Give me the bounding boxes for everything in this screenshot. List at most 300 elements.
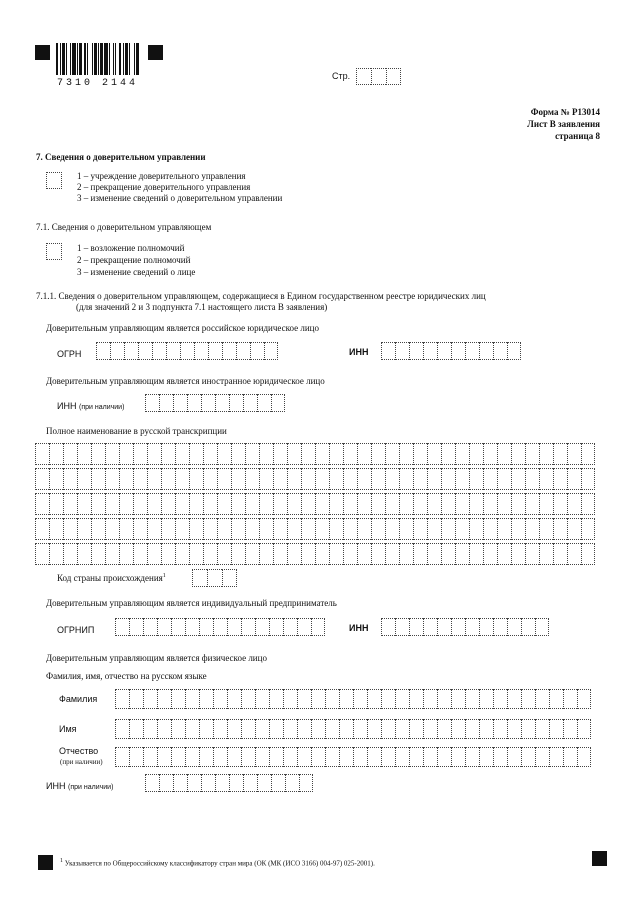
input-cell[interactable] — [250, 342, 264, 360]
input-cell[interactable] — [539, 443, 553, 465]
input-cell[interactable] — [35, 443, 49, 465]
input-cell[interactable] — [437, 747, 451, 767]
input-cell[interactable] — [259, 543, 273, 565]
input-cell[interactable] — [63, 443, 77, 465]
input-cell[interactable] — [217, 493, 231, 515]
input-cell[interactable] — [105, 543, 119, 565]
input-cell[interactable] — [49, 443, 63, 465]
input-cell[interactable] — [441, 493, 455, 515]
input-cell[interactable] — [535, 747, 549, 767]
input-cell[interactable] — [441, 468, 455, 490]
input-cell[interactable] — [315, 493, 329, 515]
input-cell[interactable] — [311, 689, 325, 709]
input-cell[interactable] — [385, 493, 399, 515]
input-cell[interactable] — [479, 689, 493, 709]
input-cell[interactable] — [567, 443, 581, 465]
input-cell[interactable] — [535, 719, 549, 739]
input-cell[interactable] — [63, 493, 77, 515]
input-cell[interactable] — [241, 618, 255, 636]
input-cell[interactable] — [493, 689, 507, 709]
input-cell[interactable] — [285, 774, 299, 792]
input-cell[interactable] — [451, 689, 465, 709]
input-cell[interactable] — [511, 443, 525, 465]
input-cell[interactable] — [105, 468, 119, 490]
input-cell[interactable] — [497, 443, 511, 465]
input-cell[interactable] — [339, 747, 353, 767]
input-cell[interactable] — [427, 518, 441, 540]
input-cell[interactable] — [339, 689, 353, 709]
input-cell[interactable] — [413, 443, 427, 465]
input-cell[interactable] — [423, 689, 437, 709]
input-cell[interactable] — [441, 543, 455, 565]
input-cell[interactable] — [217, 518, 231, 540]
input-cell[interactable] — [245, 468, 259, 490]
input-cell[interactable] — [535, 689, 549, 709]
input-cell[interactable] — [77, 443, 91, 465]
input-cell[interactable] — [213, 618, 227, 636]
input-cell[interactable] — [525, 543, 539, 565]
input-cell[interactable] — [511, 543, 525, 565]
input-cell[interactable] — [479, 719, 493, 739]
input-cell[interactable] — [271, 394, 285, 412]
input-cell[interactable] — [49, 543, 63, 565]
input-cell[interactable] — [577, 689, 591, 709]
input-cell[interactable] — [269, 618, 283, 636]
input-cell[interactable] — [507, 342, 521, 360]
input-cell[interactable] — [231, 468, 245, 490]
input-cell[interactable] — [297, 689, 311, 709]
input-cell[interactable] — [129, 747, 143, 767]
input-cell[interactable] — [175, 493, 189, 515]
input-cell[interactable] — [409, 618, 423, 636]
input-cell[interactable] — [399, 468, 413, 490]
input-cell[interactable] — [301, 493, 315, 515]
input-cell[interactable] — [409, 747, 423, 767]
foreign-inn-field[interactable] — [145, 394, 285, 412]
input-cell[interactable] — [133, 468, 147, 490]
input-cell[interactable] — [423, 618, 437, 636]
input-cell[interactable] — [479, 747, 493, 767]
input-cell[interactable] — [469, 443, 483, 465]
input-cell[interactable] — [339, 719, 353, 739]
input-cell[interactable] — [469, 518, 483, 540]
input-cell[interactable] — [483, 443, 497, 465]
input-cell[interactable] — [343, 543, 357, 565]
input-cell[interactable] — [189, 518, 203, 540]
input-cell[interactable] — [213, 689, 227, 709]
input-cell[interactable] — [437, 689, 451, 709]
input-cell[interactable] — [343, 468, 357, 490]
input-cell[interactable] — [203, 543, 217, 565]
input-cell[interactable] — [353, 719, 367, 739]
input-cell[interactable] — [194, 342, 208, 360]
input-cell[interactable] — [301, 518, 315, 540]
input-cell[interactable] — [437, 342, 451, 360]
input-cell[interactable] — [301, 468, 315, 490]
input-cell[interactable] — [409, 342, 423, 360]
input-cell[interactable] — [413, 468, 427, 490]
input-cell[interactable] — [329, 443, 343, 465]
input-cell[interactable] — [567, 543, 581, 565]
input-cell[interactable] — [395, 342, 409, 360]
input-cell[interactable] — [231, 543, 245, 565]
input-cell[interactable] — [343, 443, 357, 465]
input-cell[interactable] — [493, 618, 507, 636]
input-cell[interactable] — [173, 774, 187, 792]
input-cell[interactable] — [451, 618, 465, 636]
input-cell[interactable] — [427, 493, 441, 515]
input-cell[interactable] — [521, 618, 535, 636]
input-cell[interactable] — [273, 443, 287, 465]
ip-inn-field[interactable] — [381, 618, 549, 636]
input-cell[interactable] — [147, 493, 161, 515]
input-cell[interactable] — [343, 493, 357, 515]
input-cell[interactable] — [399, 493, 413, 515]
input-cell[interactable] — [259, 518, 273, 540]
input-cell[interactable] — [507, 719, 521, 739]
input-cell[interactable] — [465, 342, 479, 360]
input-cell[interactable] — [381, 342, 395, 360]
input-cell[interactable] — [567, 468, 581, 490]
input-cell[interactable] — [115, 747, 129, 767]
input-cell[interactable] — [581, 443, 595, 465]
input-cell[interactable] — [231, 443, 245, 465]
input-cell[interactable] — [553, 543, 567, 565]
input-cell[interactable] — [269, 689, 283, 709]
input-cell[interactable] — [511, 518, 525, 540]
input-cell[interactable] — [521, 689, 535, 709]
input-cell[interactable] — [227, 689, 241, 709]
input-cell[interactable] — [269, 747, 283, 767]
ogrnip-field[interactable] — [115, 618, 325, 636]
input-cell[interactable] — [301, 543, 315, 565]
input-cell[interactable] — [357, 443, 371, 465]
input-cell[interactable] — [231, 493, 245, 515]
section-7-option-field[interactable] — [46, 172, 62, 189]
input-cell[interactable] — [451, 342, 465, 360]
input-cell[interactable] — [297, 747, 311, 767]
input-cell[interactable] — [507, 747, 521, 767]
input-cell[interactable] — [483, 493, 497, 515]
input-cell[interactable] — [297, 618, 311, 636]
input-cell[interactable] — [465, 618, 479, 636]
input-cell[interactable] — [549, 747, 563, 767]
input-cell[interactable] — [133, 543, 147, 565]
input-cell[interactable] — [287, 493, 301, 515]
input-cell[interactable] — [213, 747, 227, 767]
input-cell[interactable] — [161, 518, 175, 540]
input-cell[interactable] — [423, 342, 437, 360]
input-cell[interactable] — [423, 747, 437, 767]
input-cell[interactable] — [325, 747, 339, 767]
input-cell[interactable] — [581, 543, 595, 565]
input-cell[interactable] — [143, 719, 157, 739]
input-cell[interactable] — [105, 518, 119, 540]
input-cell[interactable] — [171, 689, 185, 709]
input-cell[interactable] — [483, 543, 497, 565]
input-cell[interactable] — [371, 543, 385, 565]
input-cell[interactable] — [147, 543, 161, 565]
input-cell[interactable] — [399, 518, 413, 540]
input-cell[interactable] — [367, 747, 381, 767]
input-cell[interactable] — [159, 394, 173, 412]
input-cell[interactable] — [357, 518, 371, 540]
input-cell[interactable] — [259, 493, 273, 515]
input-cell[interactable] — [187, 774, 201, 792]
input-cell[interactable] — [124, 342, 138, 360]
input-cell[interactable] — [203, 443, 217, 465]
input-cell[interactable] — [241, 689, 255, 709]
input-cell[interactable] — [199, 747, 213, 767]
input-cell[interactable] — [329, 493, 343, 515]
input-cell[interactable] — [549, 719, 563, 739]
input-cell[interactable] — [35, 493, 49, 515]
input-cell[interactable] — [138, 342, 152, 360]
input-cell[interactable] — [171, 618, 185, 636]
input-cell[interactable] — [315, 468, 329, 490]
input-cell[interactable] — [325, 689, 339, 709]
input-cell[interactable] — [581, 468, 595, 490]
input-cell[interactable] — [525, 443, 539, 465]
input-cell[interactable] — [455, 443, 469, 465]
input-cell[interactable] — [273, 543, 287, 565]
input-cell[interactable] — [465, 689, 479, 709]
input-cell[interactable] — [35, 468, 49, 490]
input-cell[interactable] — [301, 443, 315, 465]
input-cell[interactable] — [311, 747, 325, 767]
input-cell[interactable] — [175, 468, 189, 490]
page-number-field[interactable] — [356, 68, 401, 85]
input-cell[interactable] — [549, 689, 563, 709]
surname-field[interactable] — [115, 689, 591, 709]
input-cell[interactable] — [133, 443, 147, 465]
input-cell[interactable] — [105, 493, 119, 515]
input-cell[interactable] — [145, 774, 159, 792]
input-cell[interactable] — [427, 543, 441, 565]
input-cell[interactable] — [91, 443, 105, 465]
input-cell[interactable] — [427, 443, 441, 465]
input-cell[interactable] — [243, 774, 257, 792]
input-cell[interactable] — [329, 468, 343, 490]
input-cell[interactable] — [287, 468, 301, 490]
input-cell[interactable] — [157, 618, 171, 636]
input-cell[interactable] — [311, 719, 325, 739]
input-cell[interactable] — [259, 468, 273, 490]
input-cell[interactable] — [243, 394, 257, 412]
input-cell[interactable] — [413, 518, 427, 540]
input-cell[interactable] — [427, 468, 441, 490]
input-cell[interactable] — [325, 719, 339, 739]
input-cell[interactable] — [535, 618, 549, 636]
input-cell[interactable] — [577, 719, 591, 739]
input-cell[interactable] — [241, 719, 255, 739]
input-cell[interactable] — [497, 493, 511, 515]
full-name-row-4[interactable] — [35, 518, 595, 540]
input-cell[interactable] — [483, 518, 497, 540]
input-cell[interactable] — [185, 719, 199, 739]
input-cell[interactable] — [245, 493, 259, 515]
input-cell[interactable] — [175, 443, 189, 465]
input-cell[interactable] — [451, 719, 465, 739]
input-cell[interactable] — [521, 719, 535, 739]
full-name-row-1[interactable] — [35, 443, 595, 465]
input-cell[interactable] — [553, 518, 567, 540]
input-cell[interactable] — [385, 518, 399, 540]
input-cell[interactable] — [525, 468, 539, 490]
input-cell[interactable] — [413, 493, 427, 515]
input-cell[interactable] — [385, 468, 399, 490]
input-cell[interactable] — [222, 569, 237, 587]
input-cell[interactable] — [77, 518, 91, 540]
input-cell[interactable] — [185, 747, 199, 767]
input-cell[interactable] — [166, 342, 180, 360]
input-cell[interactable] — [511, 493, 525, 515]
input-cell[interactable] — [283, 618, 297, 636]
input-cell[interactable] — [161, 468, 175, 490]
name-field[interactable] — [115, 719, 591, 739]
input-cell[interactable] — [469, 493, 483, 515]
input-cell[interactable] — [371, 493, 385, 515]
input-cell[interactable] — [409, 689, 423, 709]
input-cell[interactable] — [35, 543, 49, 565]
section-7-1-option-field[interactable] — [46, 243, 62, 260]
input-cell[interactable] — [371, 468, 385, 490]
input-cell[interactable] — [119, 543, 133, 565]
input-cell[interactable] — [241, 747, 255, 767]
input-cell[interactable] — [357, 468, 371, 490]
input-cell[interactable] — [255, 747, 269, 767]
input-cell[interactable] — [115, 719, 129, 739]
input-cell[interactable] — [171, 747, 185, 767]
input-cell[interactable] — [437, 618, 451, 636]
input-cell[interactable] — [147, 443, 161, 465]
input-cell[interactable] — [287, 543, 301, 565]
input-cell[interactable] — [143, 747, 157, 767]
input-cell[interactable] — [147, 518, 161, 540]
input-cell[interactable] — [255, 719, 269, 739]
input-cell[interactable] — [236, 342, 250, 360]
input-cell[interactable] — [173, 394, 187, 412]
input-cell[interactable] — [271, 774, 285, 792]
input-cell[interactable] — [259, 443, 273, 465]
input-cell[interactable] — [35, 518, 49, 540]
input-cell[interactable] — [217, 443, 231, 465]
input-cell[interactable] — [297, 719, 311, 739]
input-cell[interactable] — [159, 774, 173, 792]
input-cell[interactable] — [539, 518, 553, 540]
full-name-row-3[interactable] — [35, 493, 595, 515]
input-cell[interactable] — [395, 618, 409, 636]
input-cell[interactable] — [539, 493, 553, 515]
input-cell[interactable] — [264, 342, 278, 360]
input-cell[interactable] — [483, 468, 497, 490]
input-cell[interactable] — [287, 518, 301, 540]
input-cell[interactable] — [217, 543, 231, 565]
input-cell[interactable] — [395, 689, 409, 709]
input-cell[interactable] — [343, 518, 357, 540]
input-cell[interactable] — [147, 468, 161, 490]
ogrn-field[interactable] — [96, 342, 278, 360]
input-cell[interactable] — [203, 493, 217, 515]
patronymic-field[interactable] — [115, 747, 591, 767]
input-cell[interactable] — [385, 443, 399, 465]
country-code-field[interactable] — [192, 569, 237, 587]
input-cell[interactable] — [245, 443, 259, 465]
input-cell[interactable] — [187, 394, 201, 412]
person-inn-field[interactable] — [145, 774, 313, 792]
input-cell[interactable] — [49, 518, 63, 540]
input-cell[interactable] — [145, 394, 159, 412]
input-cell[interactable] — [161, 493, 175, 515]
input-cell[interactable] — [479, 618, 493, 636]
input-cell[interactable] — [563, 719, 577, 739]
input-cell[interactable] — [497, 518, 511, 540]
input-cell[interactable] — [283, 747, 297, 767]
input-cell[interactable] — [255, 689, 269, 709]
input-cell[interactable] — [273, 468, 287, 490]
input-cell[interactable] — [567, 518, 581, 540]
input-cell[interactable] — [157, 747, 171, 767]
input-cell[interactable] — [203, 468, 217, 490]
input-cell[interactable] — [49, 493, 63, 515]
input-cell[interactable] — [133, 518, 147, 540]
input-cell[interactable] — [497, 468, 511, 490]
input-cell[interactable] — [222, 342, 236, 360]
input-cell[interactable] — [143, 618, 157, 636]
input-cell[interactable] — [119, 493, 133, 515]
input-cell[interactable] — [371, 443, 385, 465]
input-cell[interactable] — [229, 394, 243, 412]
input-cell[interactable] — [215, 774, 229, 792]
input-cell[interactable] — [157, 689, 171, 709]
input-cell[interactable] — [119, 468, 133, 490]
input-cell[interactable] — [143, 689, 157, 709]
input-cell[interactable] — [367, 719, 381, 739]
full-name-row-2[interactable] — [35, 468, 595, 490]
input-cell[interactable] — [511, 468, 525, 490]
input-cell[interactable] — [353, 689, 367, 709]
input-cell[interactable] — [201, 774, 215, 792]
input-cell[interactable] — [423, 719, 437, 739]
input-cell[interactable] — [49, 468, 63, 490]
input-cell[interactable] — [157, 719, 171, 739]
input-cell[interactable] — [553, 493, 567, 515]
input-cell[interactable] — [507, 618, 521, 636]
input-cell[interactable] — [465, 747, 479, 767]
input-cell[interactable] — [441, 518, 455, 540]
input-cell[interactable] — [553, 443, 567, 465]
input-cell[interactable] — [287, 443, 301, 465]
input-cell[interactable] — [257, 394, 271, 412]
input-cell[interactable] — [203, 518, 217, 540]
input-cell[interactable] — [77, 468, 91, 490]
input-cell[interactable] — [105, 443, 119, 465]
input-cell[interactable] — [199, 719, 213, 739]
input-cell[interactable] — [395, 719, 409, 739]
input-cell[interactable] — [409, 719, 423, 739]
input-cell[interactable] — [353, 747, 367, 767]
input-cell[interactable] — [539, 468, 553, 490]
input-cell[interactable] — [563, 689, 577, 709]
input-cell[interactable] — [171, 719, 185, 739]
input-cell[interactable] — [119, 518, 133, 540]
input-cell[interactable] — [185, 689, 199, 709]
input-cell[interactable] — [413, 543, 427, 565]
input-cell[interactable] — [395, 747, 409, 767]
input-cell[interactable] — [493, 342, 507, 360]
input-cell[interactable] — [129, 618, 143, 636]
input-cell[interactable] — [63, 468, 77, 490]
